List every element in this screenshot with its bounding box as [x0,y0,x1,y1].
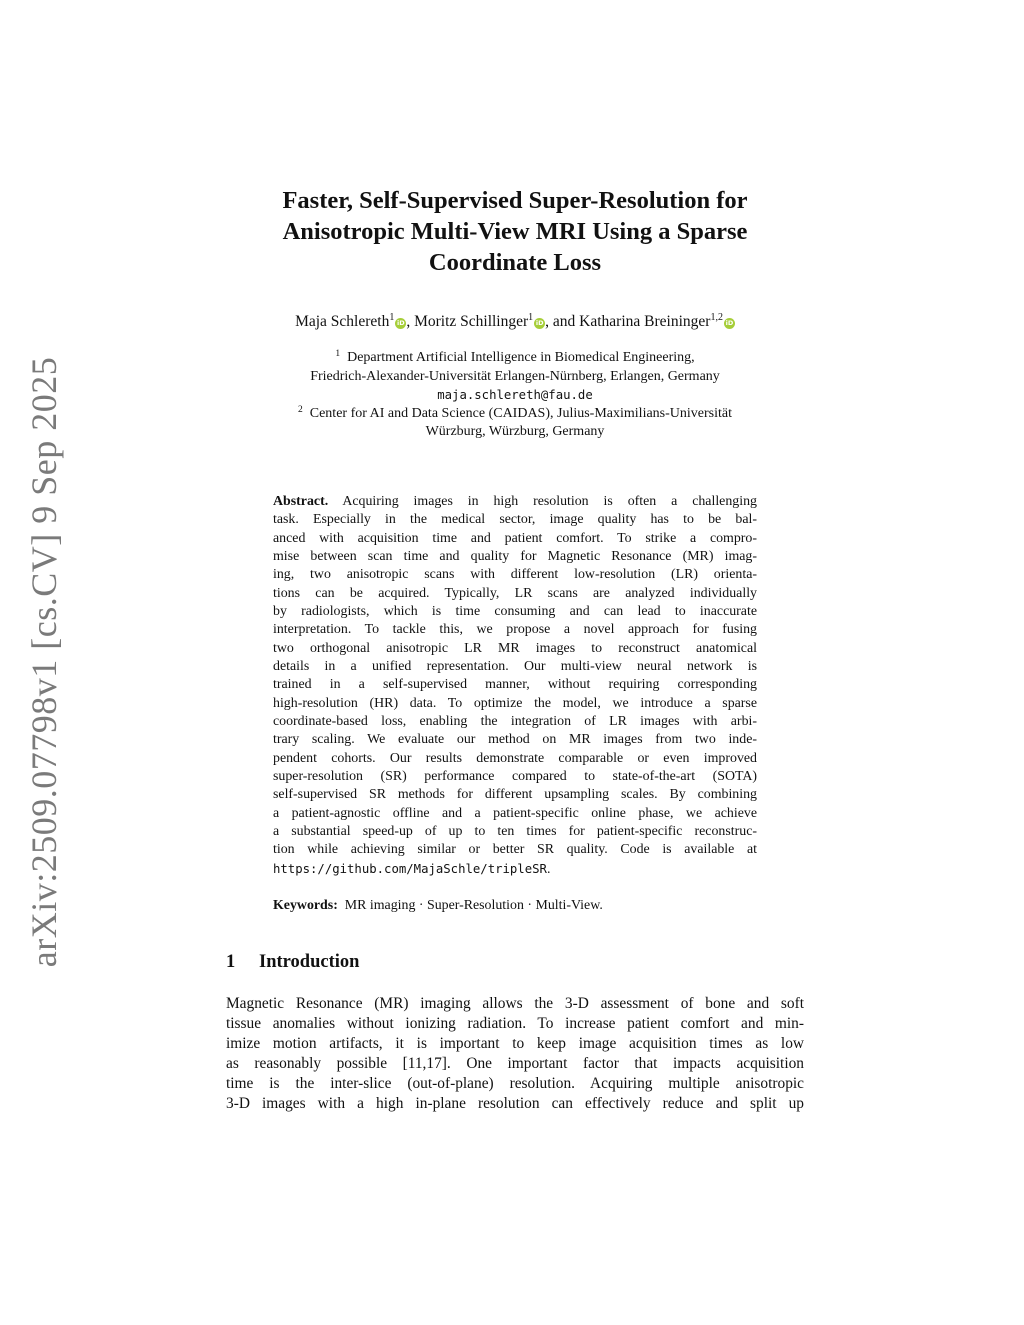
abstract-line: a patient-agnostic offline and a patient-specific online phase, we achieve [273,805,757,821]
author [414,313,545,330]
title-line: Coordinate Loss [428,249,602,276]
section-title: Introduction [259,952,360,972]
affiliation-number: 1 [335,349,341,359]
abstract-line: coordinate-based loss, enabling the integration of LR images with arbi- [273,713,757,729]
abstract-label: Abstract. [273,494,329,509]
author-affiliation-mark: 1,2 [710,312,723,323]
section-heading [226,950,359,974]
author-name: Moritz Schillinger [414,313,529,330]
affiliation-line [226,349,804,368]
abstract-line: details in a unified representation. Our multi-view neural network is [273,658,757,674]
title-line: Faster, Self-Supervised Super-Resolution for [282,187,748,214]
affiliation-text: Center for AI and Data Science (CAIDAS), Julius-Maximilians-Universität [309,405,732,421]
code-url-link[interactable]: https://github.com/MajaSchle/tripleSR [273,861,547,876]
paragraph-line: time is the inter-slice (out-of-plane) resolution. Acquiring multiple anisotropic [226,1075,804,1093]
section-number: 1 [226,952,236,972]
abstract-line: two orthogonal anisotropic LR MR images to reconstruct anatomical [273,640,757,656]
abstract-line: a substantial speed-up of up to ten times for patient-specific reconstruc- [273,823,757,839]
paragraph-line: 3-D images with a high in-plane resolution can effectively reduce and split up [226,1095,804,1113]
affiliation-line: Würzburg, Würzburg, Germany [425,424,605,439]
paragraph-line: as reasonably possible [11,17]. One important factor that impacts acquisition [226,1055,804,1073]
abstract [273,493,757,879]
affiliations [226,349,804,442]
abstract-line: self-supervised SR methods for different upsampling scales. By combining [273,787,757,803]
affiliation-line [226,405,804,424]
arxiv-identifier-stamp: arXiv:2509.07798v1 [cs.CV] 9 Sep 2025 [24,356,64,968]
orcid-icon[interactable]: iD [535,319,544,327]
abstract-line [273,860,757,879]
author-separator: , and [545,313,580,330]
abstract-line: high-resolution (HR) data. To optimize the model, we introduce a sparse [273,695,757,711]
keywords-label: Keywords: [273,898,338,913]
title-line: Anisotropic Multi-View MRI Using a Sparse [282,218,748,245]
abstract-line: pendent cohorts. Our results demonstrate comparable or even improved [273,750,757,766]
affiliation-text: Department Artificial Intelligence in Biomedical Engineering, [347,350,695,365]
orcid-icon[interactable]: iD [725,319,734,327]
author-separator: , [406,313,415,330]
abstract-line: ing, two anisotropic scans with different low-resolution (LR) orienta- [273,567,757,583]
abstract-line: anced with acquisition time and patient comfort. To strike a compro- [273,530,757,546]
abstract-line: trained in a self-supervised manner, without requiring corresponding [273,677,757,693]
paragraph-line: Magnetic Resonance (MR) imaging allows the 3-D assessment of bone and soft [226,995,804,1012]
abstract-line: tion while achieving similar or better SR quality. Code is available at [273,842,757,858]
abstract-line [273,493,757,511]
author-affiliation-mark: 1 [528,312,534,323]
keywords-text: MR imaging · Super-Resolution · Multi-View. [344,898,603,913]
introduction-paragraph [226,994,804,1115]
affiliation-number: 2 [298,404,303,415]
paragraph-line: tissue anomalies without ionizing radiation. To increase patient comfort and min- [226,1015,804,1033]
author [579,313,735,330]
abstract-line: super-resolution (SR) performance compared to state-of-the-art (SOTA) [273,768,757,784]
orcid-icon[interactable]: iD [397,319,405,327]
abstract-line: interpretation. To tackle this, we propose a novel approach for fusing [273,622,757,638]
abstract-line: task. Especially in the medical sector, image quality has to be bal- [273,512,757,528]
abstract-text: Acquiring images in high resolution is often a challenging [342,494,757,509]
author-email[interactable]: maja.schlereth@fau.de [437,388,593,402]
paragraph-line: imize motion artifacts, it is important to keep image acquisition times as low [226,1035,804,1053]
author-name: Maja Schlereth [295,313,390,330]
abstract-line: tions can be acquired. Typically, LR scans are analyzed individually [273,585,757,601]
keywords [273,897,757,915]
author-name: Katharina Breininger [579,313,711,330]
abstract-line: trary scaling. We evaluate our method on MR images from two inde- [273,732,757,748]
affiliation-line: Friedrich-Alexander-Universität Erlangen-Nürnberg, Erlangen, Germany [310,368,720,384]
abstract-text: . [546,861,551,877]
author-list [226,312,804,332]
author [295,313,406,330]
abstract-line: mise between scan time and quality for Magnetic Resonance (MR) imag- [273,548,757,564]
paper-title [226,185,804,278]
abstract-line: by radiologists, which is time consuming and can lead to inaccurate [273,603,757,619]
author-affiliation-mark: 1 [389,312,395,323]
